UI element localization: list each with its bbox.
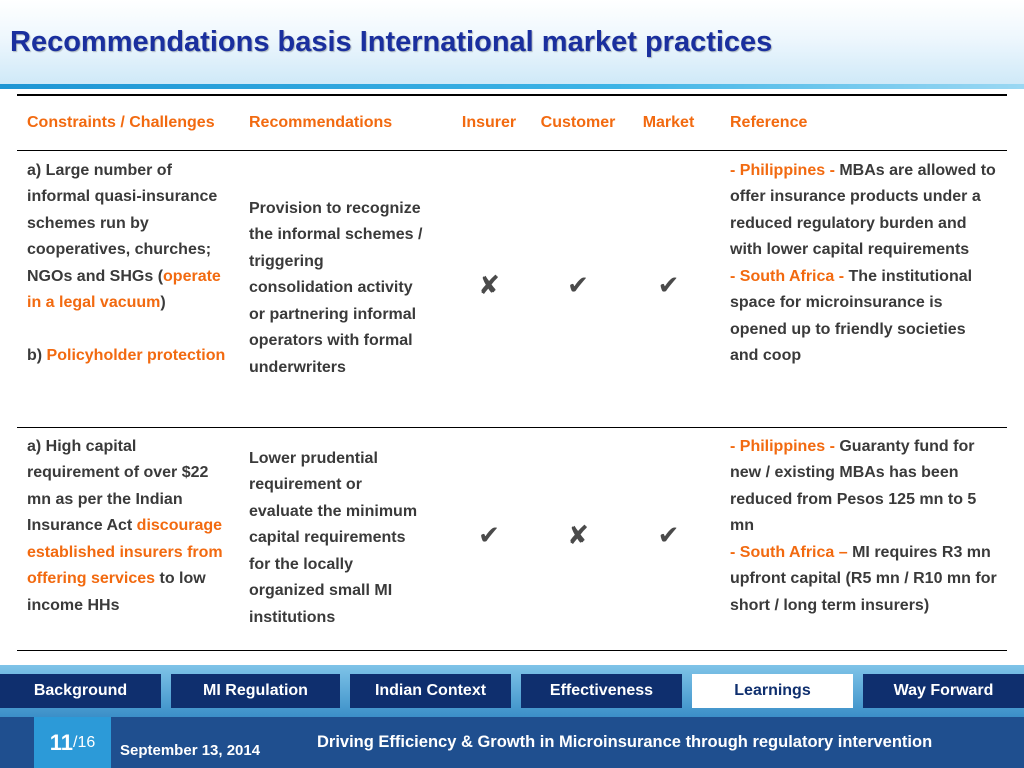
check-icon: ✔ (478, 521, 500, 552)
table-row (17, 150, 1007, 427)
constraint-highlight: discourage established insurers from offering services (27, 517, 223, 587)
reference-text: MI requires R3 mn upfront capital (R5 mn / R10 mn for short / long term insurers) (730, 543, 997, 614)
constraint-highlight: operate in a legal vacuum (27, 267, 221, 311)
column-header-customer: Customer (539, 95, 617, 150)
footer-date: September 13, 2014 (120, 742, 261, 759)
constraint-text: ) (160, 294, 166, 311)
reference-text: MBAs are allowed to offer insurance products under a reduced regulatory burden and with lower capital requirements (730, 161, 996, 258)
column-header-reference: Reference (720, 95, 1007, 150)
page-indicator (34, 717, 111, 768)
reference-country-label: - South Africa – (730, 543, 853, 561)
constraint-cell (17, 150, 239, 427)
constraint-cell (17, 427, 239, 650)
reference-country-label: - Philippines - (730, 161, 840, 179)
page-title: Recommendations basis International market practices (10, 26, 773, 58)
reference-country-label: - South Africa - (730, 267, 849, 285)
insurer-cell (439, 150, 539, 427)
table-row (17, 427, 1007, 650)
nav-tab-indian-context[interactable]: Indian Context (350, 674, 511, 708)
column-header-insurer: Insurer (439, 95, 539, 150)
constraint-text: b) (27, 347, 47, 364)
reference-text: Guaranty fund for new / existing MBAs has been reduced from Pesos 125 mn to 5 mn (730, 437, 977, 534)
header-divider (0, 84, 1024, 89)
cross-icon: ✘ (478, 271, 500, 302)
reference-cell (720, 427, 1007, 650)
constraint-text: a) High capital requirement of over $22 mn as per the Indian Insurance Act (27, 437, 209, 534)
nav-tab-mi-regulation[interactable]: MI Regulation (171, 674, 340, 708)
nav-tab-background[interactable]: Background (0, 674, 161, 708)
constraint-text: to low income HHs (27, 570, 206, 614)
check-icon: ✔ (657, 521, 680, 552)
check-icon: ✔ (567, 271, 589, 302)
constraint-highlight: Policyholder protection (46, 347, 226, 364)
nav-tab-learnings[interactable]: Learnings (692, 674, 853, 708)
column-header-market: Market (617, 95, 720, 150)
nav-tab-way-forward[interactable]: Way Forward (863, 674, 1024, 708)
recommendation-cell: Provision to recognize the informal schemes / triggering consolidation activity or partnering informal operators with formal underwriters (239, 150, 439, 427)
recommendations-table (17, 94, 1007, 651)
table-header-row (17, 95, 1007, 150)
cross-icon: ✘ (567, 521, 589, 552)
check-icon: ✔ (657, 271, 680, 302)
reference-text: The institutional space for microinsurance is opened up to friendly societies and coop (730, 267, 973, 364)
reference-cell (720, 150, 1007, 427)
slide-header (0, 0, 1024, 84)
recommendation-cell: Lower prudential requirement or evaluate the minimum capital requirements for the locally organized small MI institutions (239, 427, 439, 650)
market-cell (617, 427, 720, 650)
footer-title: Driving Efficiency & Growth in Microinsurance through regulatory intervention (317, 733, 933, 751)
column-header-recommendations: Recommendations (239, 95, 439, 150)
customer-cell (539, 427, 617, 650)
market-cell (617, 150, 720, 427)
column-header-constraints: Constraints / Challenges (17, 95, 239, 150)
reference-country-label: - Philippines - (730, 437, 840, 455)
insurer-cell (439, 427, 539, 650)
page-number: 11 (49, 729, 73, 755)
customer-cell (539, 150, 617, 427)
page-total: /16 (73, 733, 96, 751)
nav-tab-effectiveness[interactable]: Effectiveness (521, 674, 682, 708)
constraint-text: a) Large number of informal quasi-insurance schemes run by cooperatives, churches; NGOs and SHGs ( (27, 161, 218, 285)
